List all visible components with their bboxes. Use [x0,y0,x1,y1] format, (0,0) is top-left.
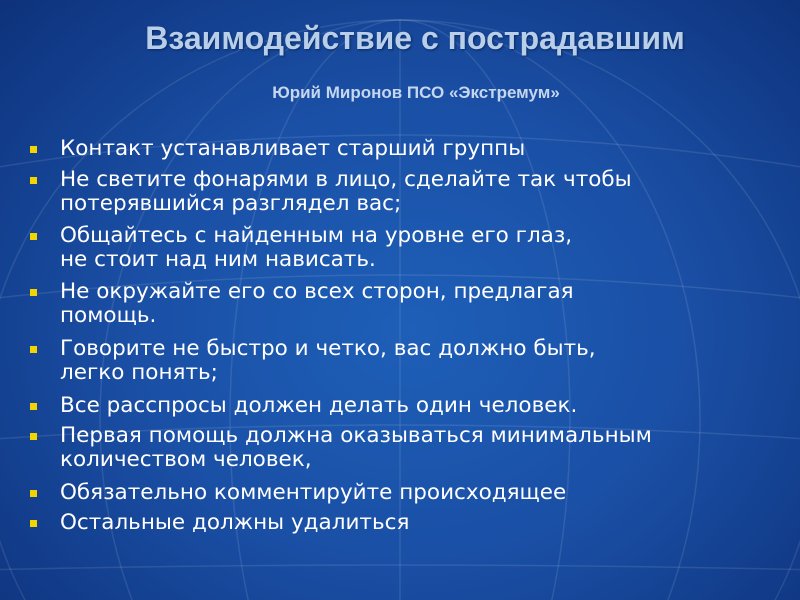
bullet-text: не стоит над ним нависать. [60,247,376,272]
bullet-text: помощь. [60,303,157,328]
bullet-item [60,224,790,272]
square-bullet-icon [30,520,37,527]
bullet-text: Остальные должны удалиться [60,510,410,535]
square-bullet-icon [30,146,37,153]
bullet-item [60,280,790,328]
bullet-text: легко понять; [60,360,218,385]
bullet-text: Говорите не быстро и четко, вас должно быть, [60,336,596,361]
square-bullet-icon [30,433,37,440]
slide-title: Взаимодействие с пострадавшим [145,20,685,56]
bullet-text: потерявшийся разглядел вас; [60,191,402,216]
square-bullet-icon [30,177,37,184]
square-bullet-icon [30,346,37,353]
bullet-text: Контакт устанавливает старший группы [60,136,526,161]
bullet-text: Первая помощь должна оказываться минимальным [60,423,652,448]
bullet-item [60,481,790,505]
bullet-text: Не светите фонарями в лицо, сделайте так чтобы [60,167,632,192]
square-bullet-icon [30,233,37,240]
bullet-item [60,168,790,216]
bullet-item [60,137,790,161]
bullet-text: Не окружайте его со всех сторон, предлагая [60,279,574,304]
square-bullet-icon [30,289,37,296]
bullet-item [60,394,790,418]
bullet-text: количеством человек, [60,447,312,472]
bullet-text: Все расспросы должен делать один человек. [60,393,578,418]
bullet-text: Обязательно комментируйте происходящее [60,480,567,505]
slide-subtitle: Юрий Миронов ПСО «Экстремум» [272,83,560,102]
bullet-item [60,424,790,472]
bullet-item [60,337,790,385]
square-bullet-icon [30,403,37,410]
square-bullet-icon [30,490,37,497]
bullet-text: Общайтесь с найденным на уровне его глаз, [60,223,573,248]
bullet-item [60,511,790,535]
